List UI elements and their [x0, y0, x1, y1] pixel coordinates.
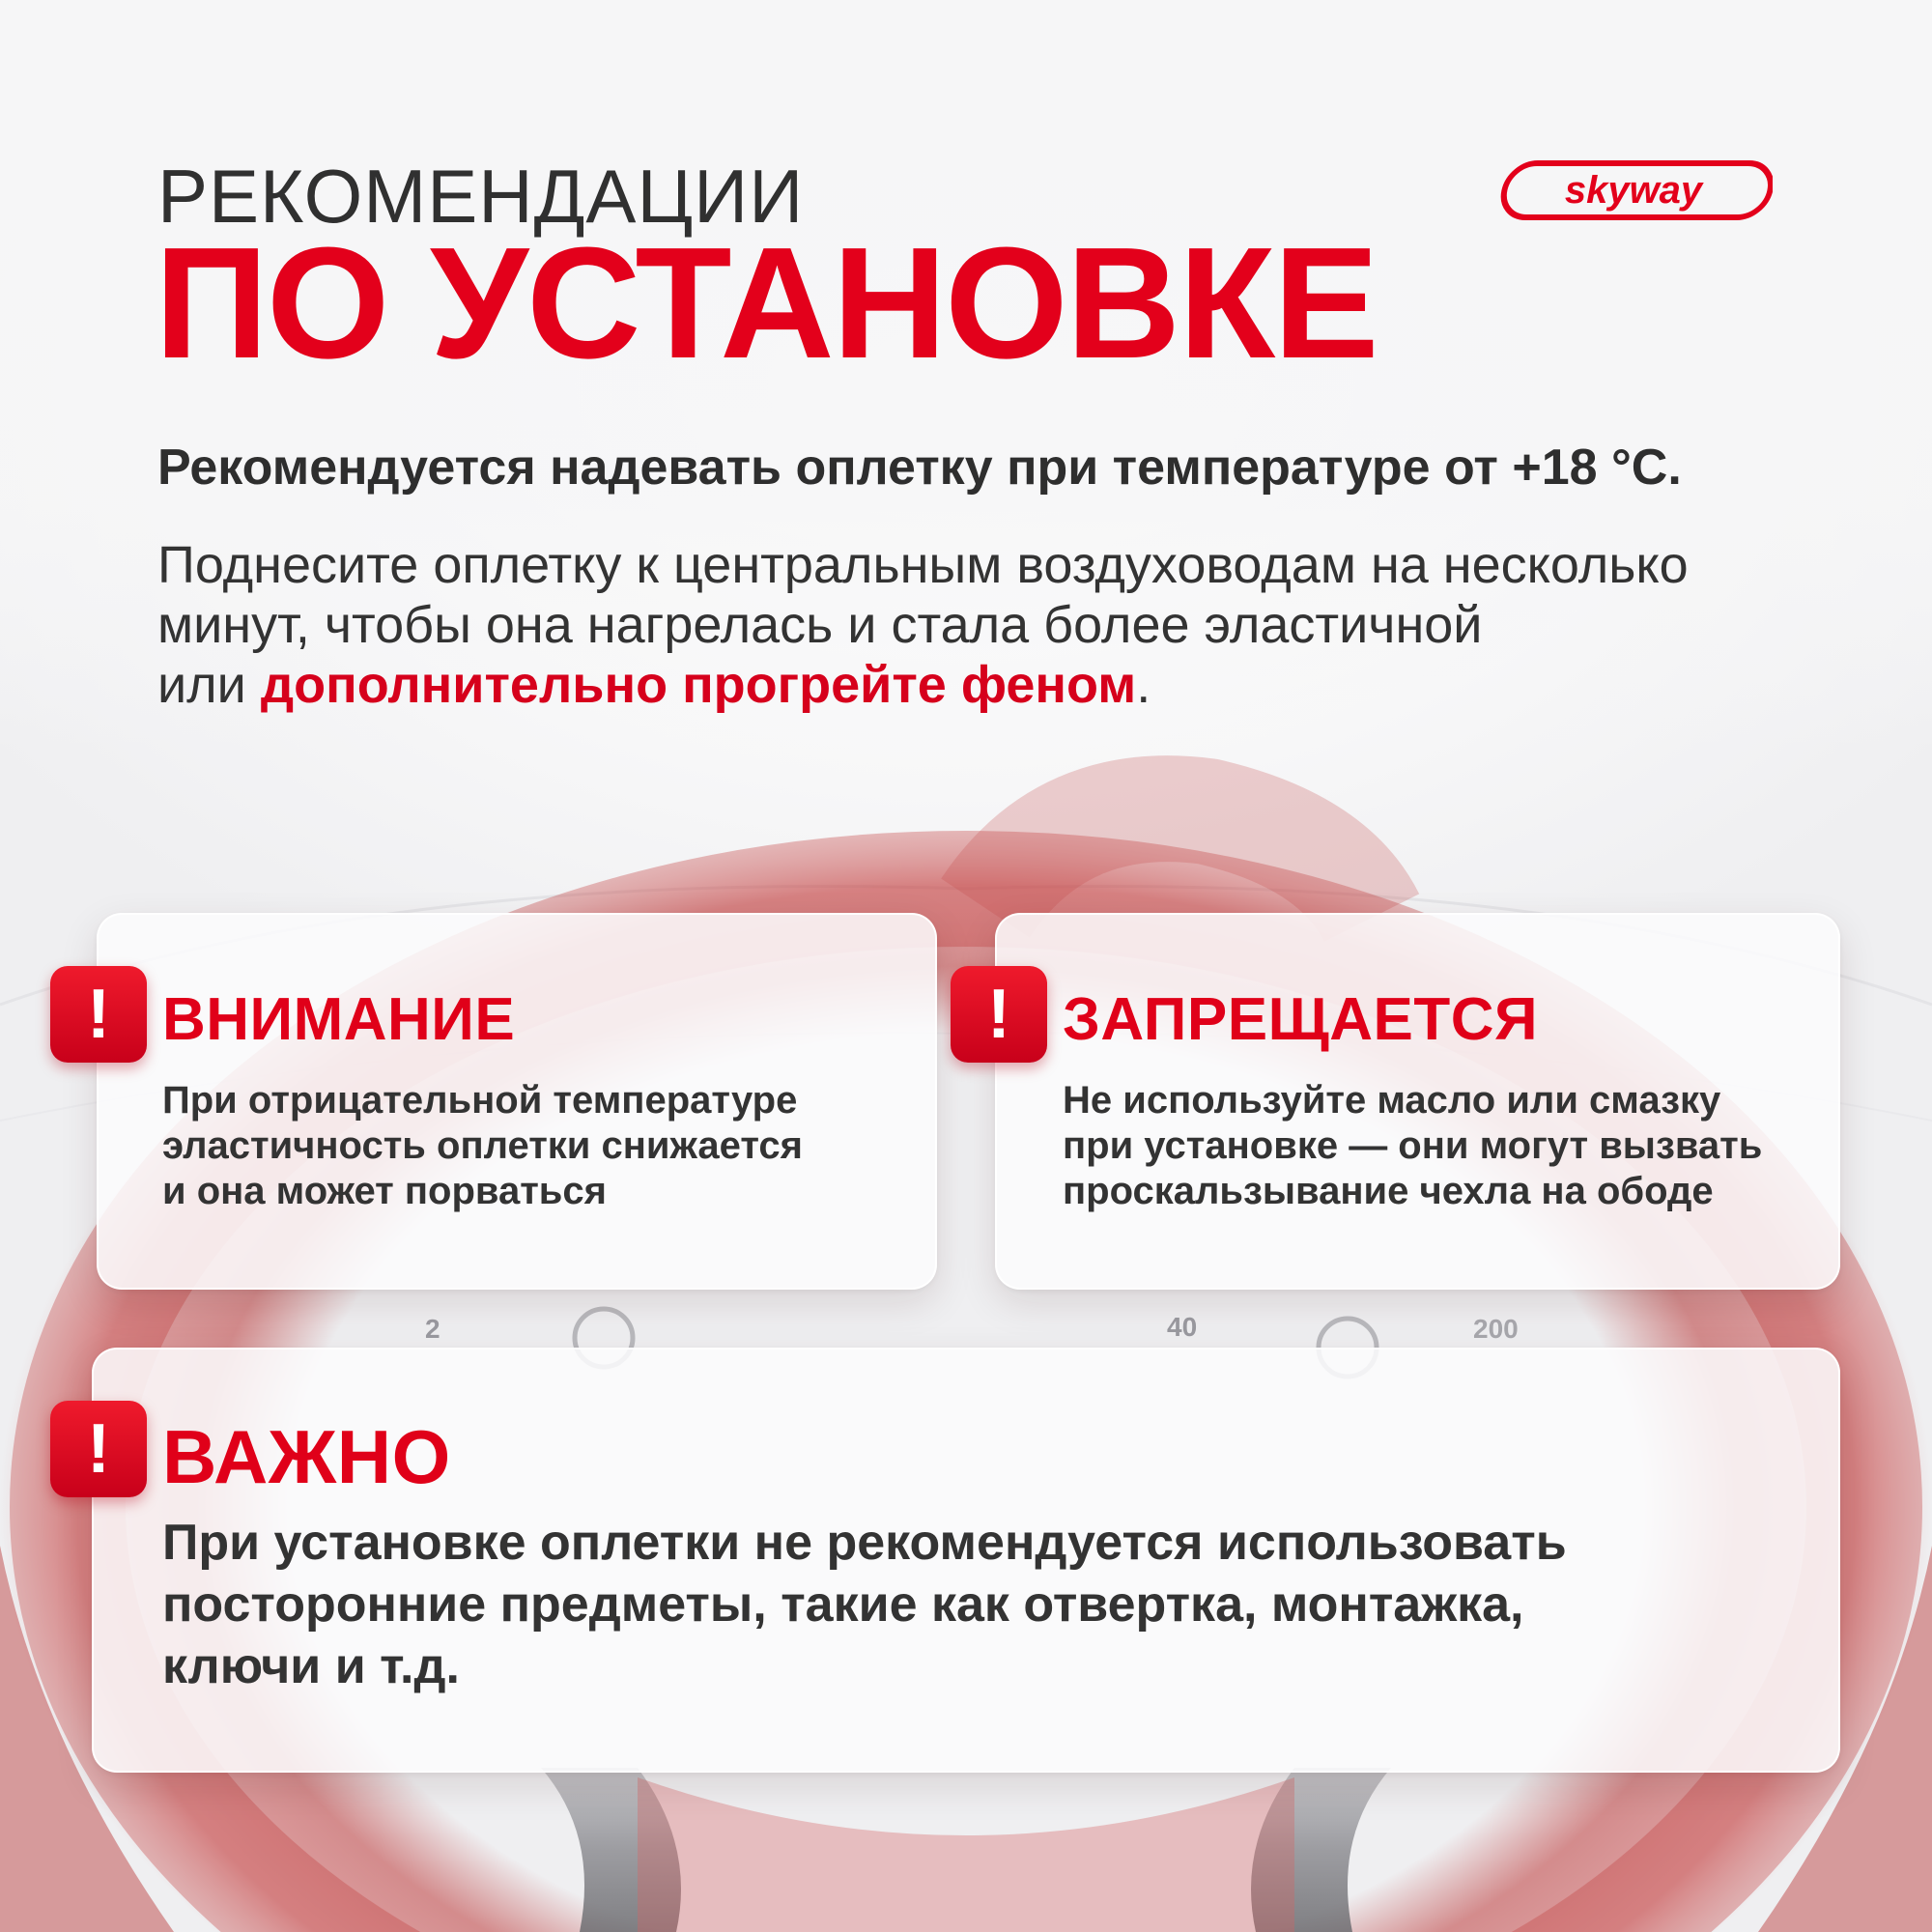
logo-text: skyway [1564, 169, 1703, 212]
exclamation-icon: ! [87, 1410, 110, 1488]
forbidden-title: ЗАПРЕЩАЕТСЯ [1063, 986, 1539, 1053]
warning-text-line: эластичность оплетки снижается [162, 1124, 803, 1167]
forbidden-text [1063, 1078, 1762, 1214]
forbidden-text-line: при установке — они могут вызвать [1063, 1124, 1763, 1167]
exclamation-icon: ! [987, 976, 1010, 1053]
warning-text-line: При отрицательной температуре [162, 1079, 798, 1122]
instruction-line-3-prefix: или [157, 656, 261, 714]
instruction-line-2: минут, чтобы она нагрелась и стала более эластичной [157, 596, 1483, 654]
important-title: ВАЖНО [162, 1414, 451, 1499]
hair-dryer-highlight: дополнительно прогрейте феном [260, 656, 1137, 714]
forbidden-text-line: Не используйте масло или смазку [1063, 1079, 1721, 1122]
important-text-line: При установке оплетки не рекомендуется использовать [162, 1515, 1567, 1571]
warning-text [162, 1078, 803, 1214]
skyway-logo [1495, 160, 1773, 220]
important-text-line: ключи и т.д. [162, 1638, 460, 1694]
important-text [162, 1512, 1567, 1697]
important-text-line: посторонние предметы, такие как отвертка, монтажка, [162, 1577, 1524, 1633]
temperature-recommendation: Рекомендуется надевать оплетку при температуре от +18 °C. [157, 440, 1682, 496]
forbidden-badge [951, 966, 1047, 1063]
forbidden-text-line: проскальзывание чехла на ободе [1063, 1170, 1714, 1212]
warning-title: ВНИМАНИЕ [162, 986, 516, 1053]
instruction-line-1: Поднесите оплетку к центральным воздуховодам на несколько [157, 536, 1689, 594]
warning-badge [50, 966, 147, 1063]
exclamation-icon: ! [87, 976, 110, 1053]
warning-text-line: и она может порваться [162, 1170, 607, 1212]
instruction-line-3-suffix: . [1136, 656, 1151, 714]
warmup-instructions [157, 535, 1800, 715]
header-kicker: РЕКОМЕНДАЦИИ [157, 154, 805, 239]
page-title: ПО УСТАНОВКЕ [155, 214, 1378, 391]
instruction-line-3 [157, 655, 1800, 715]
important-badge [50, 1401, 147, 1497]
